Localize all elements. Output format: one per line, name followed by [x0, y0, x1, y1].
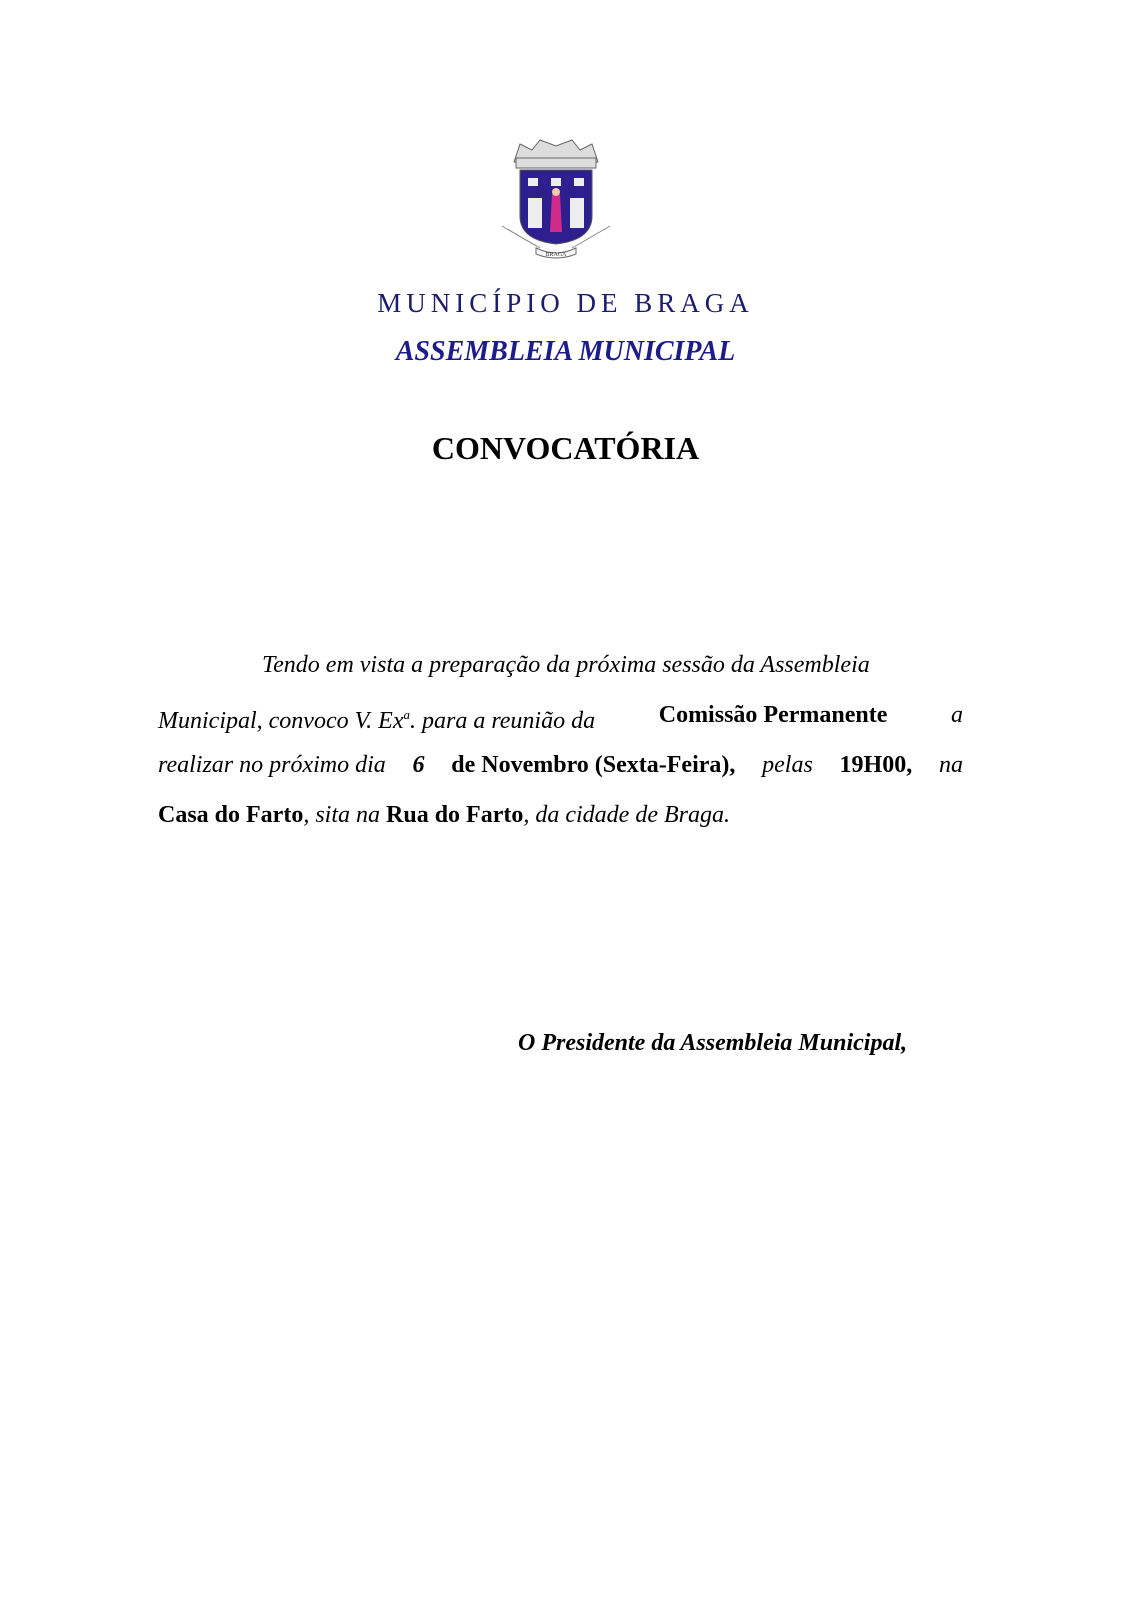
braga-coat-of-arms-logo — [496, 136, 616, 260]
assembly-name: ASSEMBLEIA MUNICIPAL — [395, 336, 736, 367]
body-line-2 — [158, 696, 963, 746]
text: , da cidade de Braga. — [523, 802, 730, 828]
committee-name: Comissão Permanente — [658, 702, 888, 728]
meeting-day: 6 — [412, 752, 425, 778]
text: Municipal, convoco V. Ex$^a$. para a reunião da — [158, 707, 596, 734]
crest-lettering: BRAGA — [545, 252, 567, 258]
text: realizar no próximo dia — [158, 752, 386, 778]
signature-line: O Presidente da Assembleia Municipal, — [518, 1030, 908, 1056]
text: a — [951, 702, 963, 728]
venue-name: Casa do Farto — [158, 802, 304, 828]
meeting-time: 19H00, — [839, 752, 913, 778]
venue-street: Rua do Farto — [386, 802, 524, 828]
body-line-1 — [158, 646, 963, 696]
body-line-4 — [158, 796, 963, 846]
text: Tendo em vista a preparação da próxima sessão da Assembleia — [262, 652, 870, 678]
text: na — [938, 752, 963, 778]
text: , sita na — [303, 802, 381, 828]
document-title: CONVOCATÓRIA — [431, 430, 700, 466]
body-paragraph — [158, 646, 963, 846]
text: pelas — [762, 752, 813, 778]
municipality-name: MUNICÍPIO DE BRAGA — [377, 288, 754, 318]
body-line-3 — [158, 746, 963, 796]
meeting-date: de Novembro (Sexta-Feira), — [451, 752, 736, 778]
